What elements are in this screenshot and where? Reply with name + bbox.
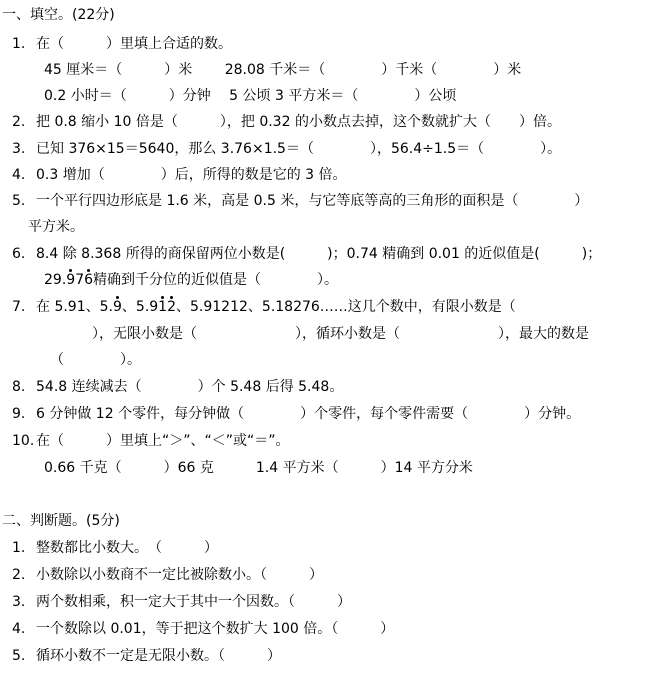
recurring-number-prefix: 29.: [44, 272, 67, 288]
question-6: [12, 245, 601, 263]
question-7-line-2: ），无限小数是（ ），循环小数是（ ），最大的数是: [92, 326, 589, 342]
judge-5: [12, 647, 281, 665]
question-text: 已知 376×15＝5640，那么 3.76×1.5＝（ ），56.4÷1.5＝（ ）。: [36, 141, 562, 157]
question-number: 8.: [12, 379, 26, 395]
question-5: [12, 192, 588, 210]
question-text: 在（ ）里填上合适的数。: [36, 36, 232, 52]
question-text: 在（ ）里填上“＞”、“＜”或“＝”。: [36, 433, 290, 449]
question-number: 5.: [12, 193, 26, 209]
question-number: 2.: [12, 114, 26, 130]
question-number: 1.: [12, 36, 26, 52]
question-text: 整数都比小数大。 （ ）: [36, 540, 218, 556]
recurring-digit-6: 6: [84, 272, 94, 288]
question-text: 8.4 除 8.368 所得的商保留两位小数是( )；0.74 精确到 0.01 的近似值是( )；: [36, 246, 602, 262]
judge-3: [12, 593, 351, 611]
question-1-line-3: 0.2 小时＝（ ）分钟 5 公顷 3 平方米＝（ ）公顷: [44, 88, 457, 104]
question-3: [12, 140, 561, 158]
question-number: 9.: [12, 406, 26, 422]
question-text: 循环小数不一定是无限小数。（ ）: [36, 648, 281, 664]
question-text: 0.3 增加（ ）后，所得的数是它的 3 倍。: [36, 167, 347, 183]
question-7-line-3: （ ）。: [50, 352, 141, 368]
recurring-digit-2: 2: [167, 299, 177, 315]
question-text-mid: 、5.9: [121, 299, 159, 315]
question-number: 3.: [12, 594, 26, 610]
question-number: 5.: [12, 648, 26, 664]
question-text: 一个平行四边形底是 1.6 米，高是 0.5 米，与它等底等高的三角形的面积是（ ）: [36, 193, 589, 209]
judge-4: [12, 620, 394, 638]
question-text: 6 分钟做 12 个零件，每分钟做（ ）个零件，每个零件需要（ ）分钟。: [36, 406, 581, 422]
question-number: 1.: [12, 540, 26, 556]
question-text: 一个数除以 0.01，等于把这个数扩大 100 倍。（ ）: [36, 621, 395, 637]
recurring-digit-1: 1: [158, 299, 168, 315]
question-2: [12, 113, 561, 131]
question-10-line-2: 0.66 千克（ ）66 克 1.4 平方米（ ）14 平方分米: [44, 460, 473, 476]
question-text: 精确到千分位的近似值是（ ）。: [93, 272, 339, 288]
question-number: 4.: [12, 167, 26, 183]
question-number: 4.: [12, 621, 26, 637]
question-number: 3.: [12, 141, 26, 157]
question-number: 2.: [12, 567, 26, 583]
question-number: 6.: [12, 246, 26, 262]
section2-title: 二、判断题。(5分): [2, 513, 120, 529]
question-10: [12, 432, 290, 450]
question-8: [12, 378, 343, 396]
question-1-line-2: 45 厘米＝（ ）米 28.08 千米＝（ ）千米（ ）米: [44, 62, 522, 78]
question-9: [12, 405, 580, 423]
question-6-line-2: 29.976精确到千分位的近似值是（ ）。: [44, 272, 339, 288]
question-text: 54.8 连续减去（ ）个 5.48 后得 5.48。: [36, 379, 344, 395]
question-text: 把 0.8 缩小 10 倍是（ ），把 0.32 的小数点去掉，这个数就扩大（ ）倍。: [36, 114, 561, 130]
question-4: [12, 166, 347, 184]
question-number: 10.: [12, 433, 35, 449]
judge-1: [12, 539, 218, 557]
recurring-digit-9: 9: [112, 299, 122, 315]
question-text: 小数除以小数商不一定比被除数小。（ ）: [36, 567, 323, 583]
question-text: 两个数相乘，积一定大于其中一个因数。（ ）: [36, 594, 351, 610]
recurring-digit-9: 9: [66, 272, 76, 288]
question-5-line-2: 平方米。: [28, 219, 84, 235]
question-text-start: 在 5.91、5.: [36, 299, 113, 315]
question-text-end: 、5.91212、5.18276……这几个数中，有限小数是（: [176, 299, 516, 315]
question-number: 7.: [12, 299, 26, 315]
judge-2: [12, 566, 323, 584]
section1-title: 一、填空。(22分): [2, 7, 115, 23]
question-7: [12, 298, 516, 316]
question-1: [12, 35, 232, 53]
